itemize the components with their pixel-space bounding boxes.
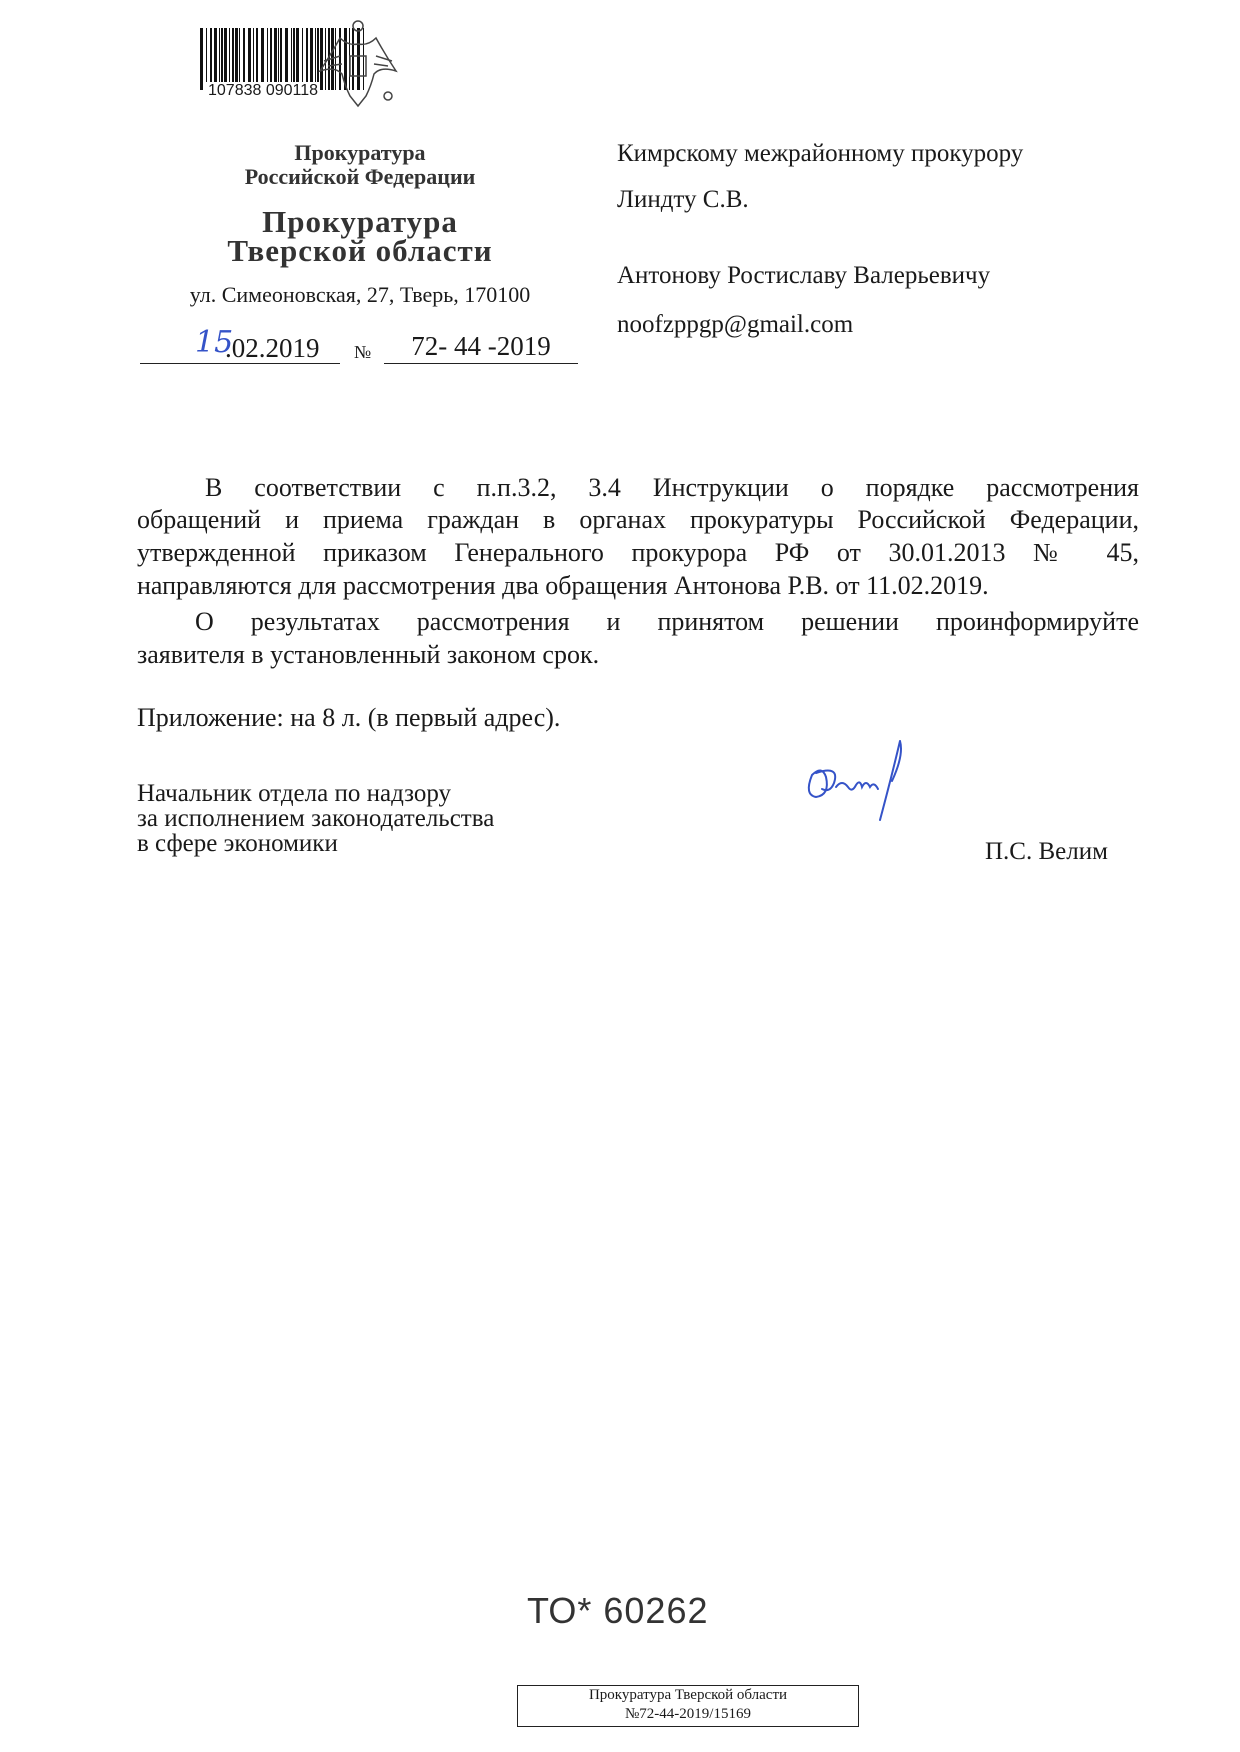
barcode-bar (219, 28, 220, 90)
barcode-bar (306, 28, 308, 90)
barcode-bar (224, 28, 227, 90)
dept-name-line1: Прокуратура (262, 204, 458, 239)
body-p2-line1: О результатах рассмотрения и принятом решении проинформируйте (195, 607, 1139, 636)
barcode-bar (239, 28, 240, 90)
recipient-line2: Линдту С.В. (617, 186, 749, 213)
reg-stamp-line2: №72-44-2019/15169 (625, 1706, 751, 1722)
coat-of-arms-emblem-icon (310, 16, 410, 116)
barcode-bar (210, 28, 212, 90)
recipient-line1: Кимрскому межрайонному прокурору (617, 140, 1024, 167)
barcode-bar (232, 28, 234, 90)
body-p1-line4: направляются для рассмотрения два обращения Антонова Р.В. от 11.02.2019. (137, 571, 989, 600)
signatory-name: П.С. Велим (985, 838, 1108, 865)
barcode-bar (261, 28, 264, 90)
incoming-stamp-code: ТО* 60262 (527, 1590, 709, 1631)
recipient-line3: Антонову Ростиславу Валерьевичу (617, 262, 991, 289)
barcode-bar (235, 28, 238, 90)
reg-number: 72- 44 -2019 (411, 331, 551, 361)
dept-name-line2: Тверской области (227, 233, 493, 268)
signatory-position (137, 781, 494, 856)
barcode-bar (296, 28, 299, 90)
barcode-bar (278, 28, 279, 90)
org-name-line1: Прокуратура (294, 140, 426, 165)
org-name-line2: Российской Федерации (244, 164, 476, 189)
body-p2-line2: заявителя в установленный законом срок. (137, 640, 600, 669)
body-p1-line1: В соответствии с п.п.3.2, 3.4 Инструкции о порядке рассмотрения (205, 473, 1139, 502)
barcode-bar (280, 28, 282, 90)
position-line3: в сфере экономики (137, 830, 338, 857)
body-p1-line2: обращений и приема граждан в органах прокуратуры Российской Федерации, (137, 505, 1139, 534)
reg-stamp-line1: Прокуратура Тверской области (588, 1687, 788, 1703)
org-address: ул. Симеоновская, 27, Тверь, 170100 (189, 282, 531, 307)
barcode-bar (302, 28, 303, 90)
body-p1-line3: утвержденной приказом Генерального прокурора РФ от 30.01.2013 № 45, (137, 538, 1139, 567)
barcode (200, 26, 410, 106)
barcode-bar (270, 28, 272, 90)
barcode-bar (267, 28, 268, 90)
barcode-bar (291, 28, 292, 90)
barcode-bar (200, 28, 203, 90)
barcode-bar (206, 28, 207, 90)
date-field (140, 325, 340, 364)
recipient-email: noofzppgp@gmail.com (617, 311, 854, 338)
barcode-bar (256, 28, 258, 90)
barcode-bar (248, 28, 251, 90)
barcode-number: 107838 090118 (208, 82, 319, 99)
barcode-bar (229, 28, 230, 90)
number-sign: № (354, 342, 372, 362)
barcode-bar (253, 28, 254, 90)
barcode-bar (221, 28, 223, 90)
position-line2: за исполнением законодательства (137, 805, 495, 832)
position-line1: Начальник отдела по надзору (137, 780, 452, 807)
handwritten-signature (800, 735, 960, 835)
reg-number-field (384, 331, 578, 364)
barcode-bar (243, 28, 245, 90)
handwritten-day: 15 (195, 325, 234, 360)
barcode-bar (214, 28, 217, 90)
registration-stamp (517, 1685, 859, 1727)
attachment-note: Приложение: на 8 л. (в первый адрес). (137, 703, 561, 732)
date-printed: .02.2019 (225, 333, 320, 363)
barcode-bar (293, 28, 295, 90)
barcode-bar (274, 28, 277, 90)
barcode-bar (285, 28, 288, 90)
